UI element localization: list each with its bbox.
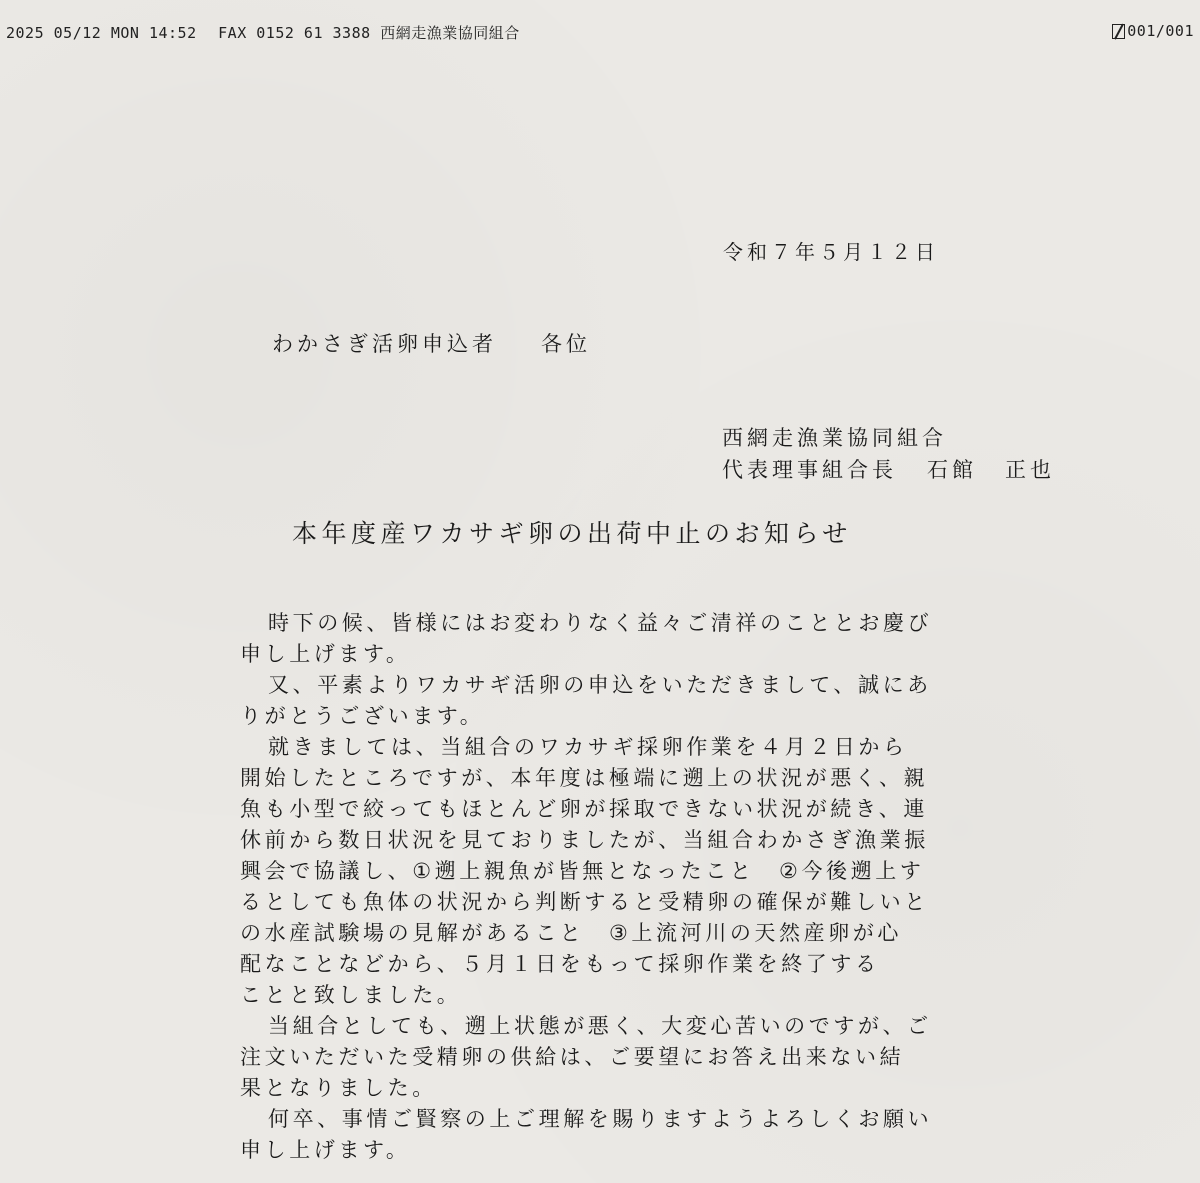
fax-sender-name: 西網走漁業協同組合 [380, 24, 520, 42]
body-line: るとしても魚体の状況から判断すると受精卵の確保が難しいと [240, 890, 929, 914]
letter-date: 令和７年５月１２日 [723, 240, 939, 264]
body-line: 注文いただいた受精卵の供給は、ご要望にお答え出来ない結 [240, 1045, 905, 1069]
body-line: 当組合としても、遡上状態が悪く、大変心苦いのですが、ご [268, 1014, 932, 1038]
notice-body [240, 608, 1020, 1166]
body-line: 開始したところですが、本年度は極端に遡上の状況が悪く、親 [240, 766, 929, 790]
sender-given-name: 正也 [1005, 458, 1055, 482]
sender-title: 代表理事組合長 [722, 458, 897, 482]
body-line: 申し上げます。 [240, 1138, 411, 1162]
letter-addressee: わかさぎ活卵申込者 [272, 332, 497, 356]
body-line: 申し上げます。 [240, 642, 411, 666]
fax-time: 14:52 [148, 24, 197, 42]
fax-header-right [1112, 22, 1194, 40]
body-line: 又、平素よりワカサギ活卵の申込をいただきまして、誠にあ [268, 673, 932, 697]
body-line: 時下の候、皆様にはお変わりなく益々ご清祥のこととお慶び [268, 611, 933, 635]
body-line: 魚も小型で絞ってもほとんど卵が採取できない状況が続き、連 [240, 797, 928, 821]
sender-representative [722, 454, 1055, 484]
fax-header-left [6, 22, 520, 43]
sender-organization: 西網走漁業協同組合 [722, 426, 947, 450]
fax-date: 2025 05/12 [6, 24, 102, 42]
letter-addressee-block [272, 328, 591, 358]
letter-addressee-honorific: 各位 [541, 332, 591, 356]
checkbox-slash-icon [1112, 24, 1125, 39]
body-line: 興会で協議し、①遡上親魚が皆無となったこと ②今後遡上す [240, 859, 925, 883]
notice-title: 本年度産ワカサギ卵の出荷中止のお知らせ [292, 519, 852, 548]
body-line: 休前から数日状況を見ておりましたが、当組合わかさぎ漁業振 [240, 828, 929, 852]
body-line: りがとうございます。 [240, 704, 485, 728]
body-line: 果となりました。 [240, 1076, 437, 1100]
fax-day: MON [110, 24, 140, 42]
body-line: 就きましては、当組合のワカサギ採卵作業を４月２日から [268, 735, 908, 759]
fax-label: FAX [218, 24, 247, 42]
sender-surname: 石館 [927, 458, 977, 482]
fax-number: 0152 61 3388 [256, 24, 371, 42]
body-line: ことと致しました。 [240, 983, 462, 1007]
body-line: 配なことなどから、５月１日をもって採卵作業を終了する [240, 952, 880, 976]
body-line: の水産試験場の見解があること ③上流河川の天然産卵が心 [240, 921, 903, 945]
fax-page-count: 001/001 [1127, 22, 1194, 40]
body-line: 何卒、事情ご賢察の上ご理解を賜りますようよろしくお願い [268, 1107, 933, 1131]
